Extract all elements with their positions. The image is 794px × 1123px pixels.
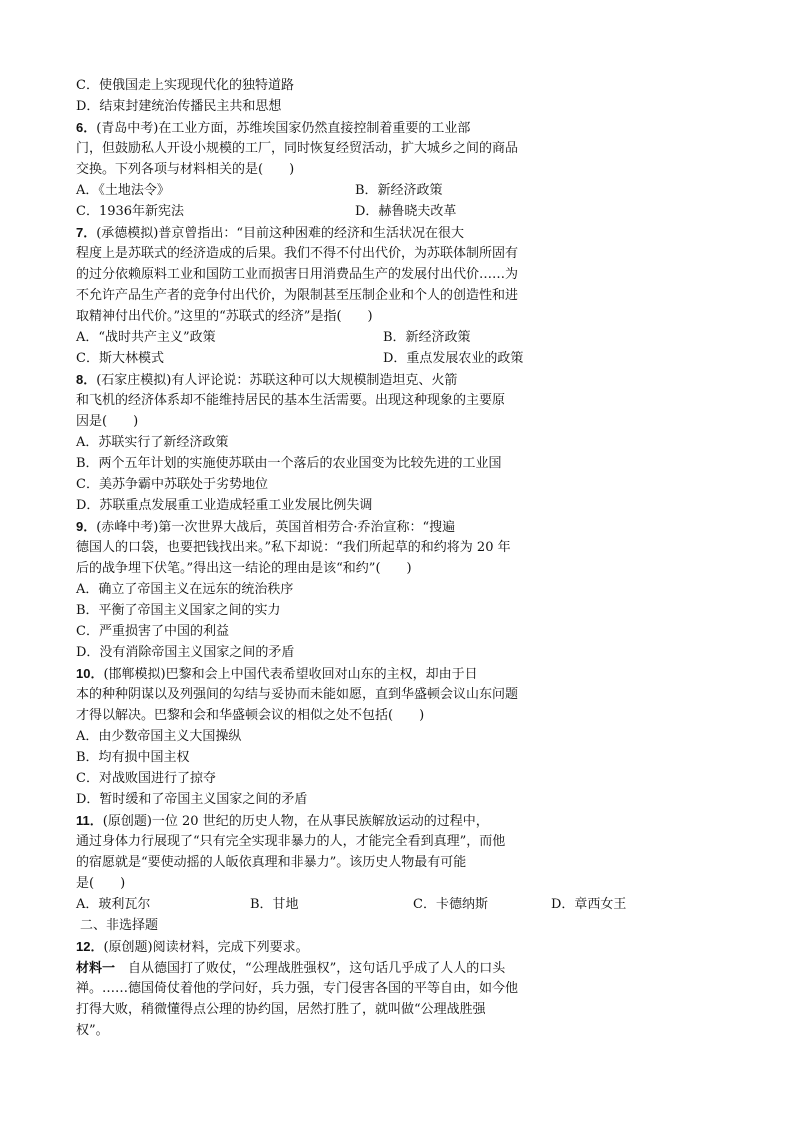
q10-option-b: B．均有损中国主权: [76, 750, 190, 765]
q8-line-2: 和飞机的经济体系却不能维持居民的基本生活需要。出现这种现象的主要原: [76, 393, 506, 408]
q6-option-a: A．《土地法令》: [76, 183, 170, 198]
q9-line-2: 德国人的口袋，也要把钱找出来。”私下却说：“我们所起草的和约将为 20 年: [76, 540, 511, 555]
q9-option-b: B．平衡了帝国主义国家之间的实力: [76, 603, 281, 618]
q11-line-4: 是( ): [76, 876, 126, 891]
q11-line-1: 11．(原创题)一位 20 世纪的历史人物，在从事民族解放运动的过程中，: [76, 813, 489, 829]
q10-option-a: A．由少数帝国主义大国操纵: [76, 729, 242, 744]
q7-line-5: 取精神付出代价。”这里的“苏联式的经济”是指( ): [76, 309, 373, 324]
q5-option-d: D．结束封建统治传播民主共和思想: [76, 99, 282, 114]
q12-material-line-2: 禅。……德国倚仗着他的学问好，兵力强，专门侵害各国的平等自由，如今他: [76, 981, 519, 996]
q8-number: 8．: [76, 372, 97, 387]
q12-material-line-1: 材料一 自从德国打了败仗，“公理战胜强权”，这句话几乎成了人人的口头: [76, 960, 506, 976]
q12-line-1: 12．(原创题)阅读材料，完成下列要求。: [76, 939, 309, 955]
section-heading: 二、非选择题: [80, 918, 159, 933]
q8-option-a: A．苏联实行了新经济政策: [76, 435, 229, 450]
q11-line-3: 的宿愿就是“要使动摇的人皈依真理和非暴力”。该历史人物最有可能: [76, 855, 467, 870]
q12-material-line-4: 权”。: [76, 1023, 109, 1038]
q6-option-b: B．新经济政策: [355, 183, 443, 198]
q6-option-c: C．1936年新宪法: [76, 204, 185, 219]
q7-line-4: 不允许产品生产者的竞争付出代价，为限制甚至压制企业和个人的创造性和进: [76, 288, 519, 303]
q12-number: 12．: [76, 939, 104, 954]
q10-line-1: 10．(邯郸模拟)巴黎和会上中国代表希望收回对山东的主权，却由于日: [76, 666, 478, 682]
q11-option-b: B．甘地: [250, 897, 299, 912]
q9-number: 9．: [76, 519, 97, 534]
q11-number: 11．: [76, 813, 103, 828]
q7-option-c: C．斯大林模式: [76, 351, 164, 366]
q10-line-2: 本的种种阴谋以及列强间的勾结与妥协而未能如愿，直到华盛顿会议山东问题: [76, 687, 519, 702]
q7-option-b: B．新经济政策: [383, 330, 471, 345]
q9-option-a: A．确立了帝国主义在远东的统治秩序: [76, 582, 294, 597]
q10-option-c: C．对战败国进行了掠夺: [76, 771, 216, 786]
material-label: 材料一: [76, 960, 116, 975]
q11-option-d: D．章西女王: [551, 897, 627, 912]
q8-option-d: D．苏联重点发展重工业造成轻重工业发展比例失调: [76, 498, 373, 513]
q6-line-2: 门，但鼓励私人开设小规模的工厂，同时恢复经贸活动，扩大城乡之间的商品: [76, 141, 519, 156]
q7-option-d: D．重点发展农业的政策: [383, 351, 524, 366]
q8-option-c: C．美苏争霸中苏联处于劣势地位: [76, 477, 268, 492]
q6-line-1: 6．(青岛中考)在工业方面，苏维埃国家仍然直接控制着重要的工业部: [76, 120, 471, 136]
q11-option-a: A．玻利瓦尔: [76, 897, 151, 912]
q6-option-d: D．赫鲁晓夫改革: [355, 204, 457, 219]
q7-number: 7．: [76, 225, 97, 240]
q9-option-c: C．严重损害了中国的利益: [76, 624, 229, 639]
q7-line-1: 7．(承德模拟)普京曾指出：“目前这种困难的经济和生活状况在很大: [76, 225, 465, 241]
q11-line-2: 通过身体力行展现了“只有完全实现非暴力的人，才能完全看到真理”，而他: [76, 834, 506, 849]
q10-number: 10．: [76, 666, 104, 681]
q9-line-1: 9．(赤峰中考)第一次世界大战后，英国首相劳合·乔治宣称：“搜遍: [76, 519, 456, 535]
q12-material-line-3: 打得大败，稍微懂得点公理的协约国，居然打胜了，就叫做“公理战胜强: [76, 1002, 486, 1017]
q9-option-d: D．没有消除帝国主义国家之间的矛盾: [76, 645, 295, 660]
q7-line-2: 程度上是苏联式的经济造成的后果。我们不得不付出代价，为苏联体制所固有: [76, 246, 519, 261]
q8-line-1: 8．(石家庄模拟)有人评论说：苏联这种可以大规模制造坦克、火箭: [76, 372, 458, 388]
q9-line-3: 后的战争埋下伏笔。”得出这一结论的理由是该“和约”( ): [76, 561, 412, 576]
q7-option-a: A．“战时共产主义”政策: [76, 330, 216, 345]
q7-line-3: 的过分依赖原料工业和国防工业而损害日用消费品生产的发展付出代价……为: [76, 267, 519, 282]
q10-option-d: D．暂时缓和了帝国主义国家之间的矛盾: [76, 792, 308, 807]
q6-line-3: 交换。下列各项与材料相关的是( ): [76, 162, 295, 177]
q11-option-c: C．卡德纳斯: [413, 897, 488, 912]
q10-line-3: 才得以解决。巴黎和会和华盛顿会议的相似之处不包括( ): [76, 708, 425, 723]
q6-number: 6．: [76, 120, 97, 135]
q8-option-b: B．两个五年计划的实施使苏联由一个落后的农业国变为比较先进的工业国: [76, 456, 502, 471]
q8-line-3: 因是( ): [76, 414, 139, 429]
q5-option-c: C．使俄国走上实现现代化的独特道路: [76, 78, 294, 93]
